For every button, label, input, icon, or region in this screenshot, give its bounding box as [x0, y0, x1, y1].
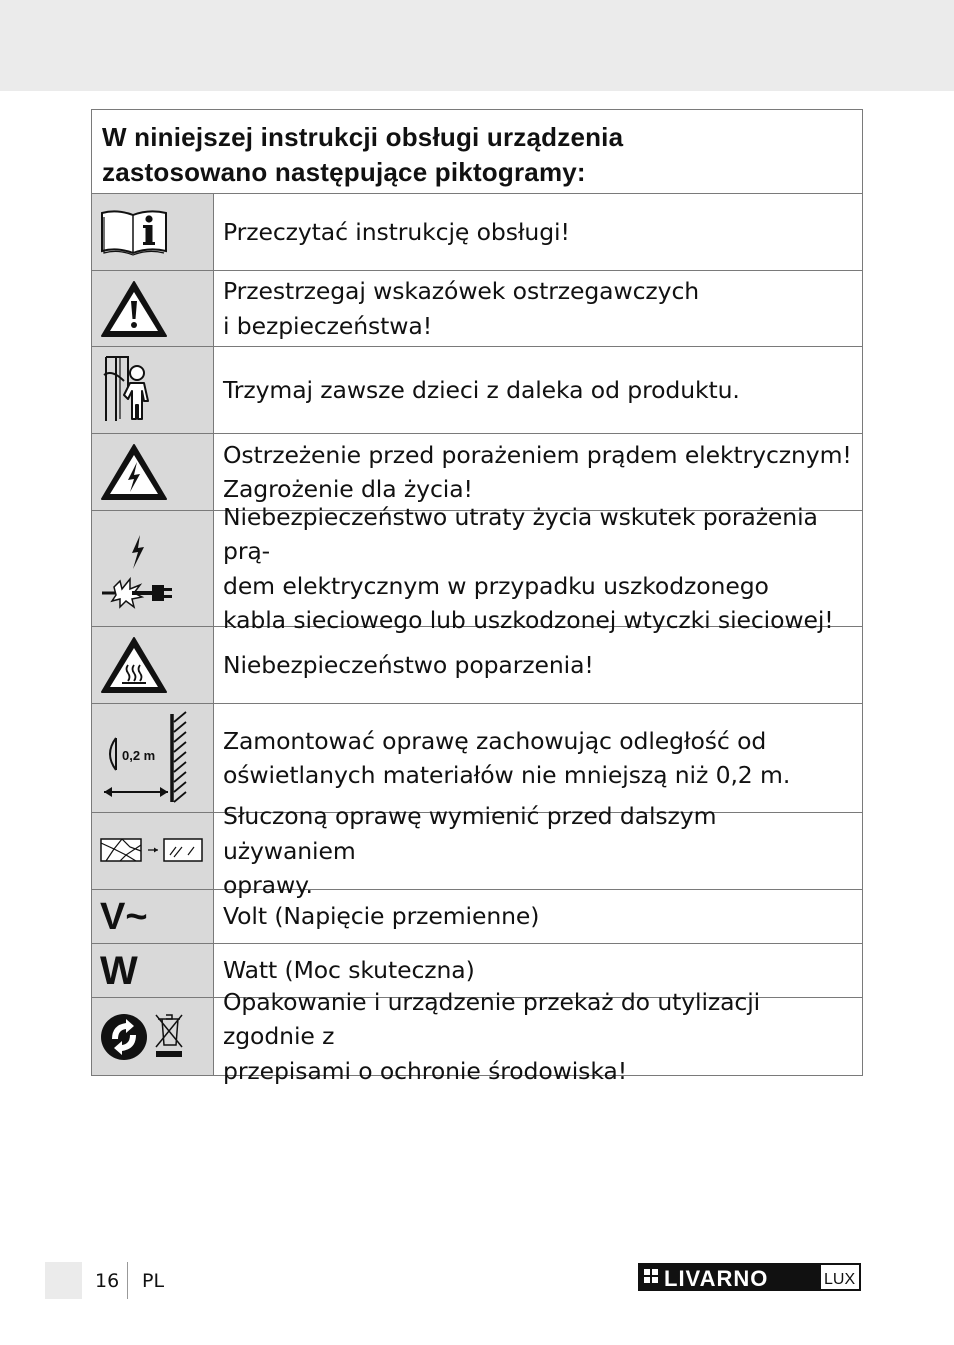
distance-label: 0,2 m	[122, 748, 156, 763]
row-description: Zamontować oprawę zachowując odległość od oświetlanych materiałów nie mniejszą niż 0,2 m.	[223, 726, 791, 789]
table-row	[92, 890, 862, 944]
row-text-cell	[214, 890, 862, 943]
table-row	[92, 987, 862, 1085]
row-description: Volt (Napięcie przemienne)	[223, 902, 540, 931]
table-row	[92, 347, 862, 434]
table-row	[92, 802, 862, 900]
language-code: PL	[142, 1270, 165, 1292]
watt-icon: W	[100, 948, 138, 993]
livarno-lux-logo	[638, 1263, 863, 1293]
volt-ac-icon: V~	[100, 895, 148, 938]
icon-cell	[92, 890, 214, 943]
footer-marker	[45, 1262, 82, 1299]
minimum-distance-icon	[100, 710, 192, 806]
table-row	[92, 271, 862, 347]
top-band	[0, 0, 954, 91]
damaged-cable-icon	[100, 529, 176, 609]
icon-cell	[92, 704, 214, 812]
row-text-cell	[214, 271, 862, 346]
row-text-cell	[214, 347, 862, 433]
recycling-disposal-icon	[100, 1011, 190, 1063]
icon-cell	[92, 813, 214, 889]
pictogram-table	[91, 109, 863, 1085]
keep-children-away-icon	[100, 355, 162, 425]
row-description: Niebezpieczeństwo poparzenia!	[223, 650, 594, 679]
row-description: Przestrzegaj wskazówek ostrzegawczych i bezpieczeństwa!	[223, 277, 700, 340]
row-description: Niebezpieczeństwo utraty życia wskutek porażenia prą- dem elektrycznym w przypadku uszkodzonego kabla sieciowego lub uszkodzonej wtyczki sieciowej!	[223, 502, 834, 634]
table-row	[92, 704, 862, 813]
read-manual-icon	[100, 207, 168, 257]
row-text-cell	[214, 502, 862, 634]
row-text-cell	[214, 987, 862, 1085]
electric-shock-warning-icon	[100, 442, 168, 502]
footer-divider	[127, 1262, 128, 1299]
row-text-cell	[214, 194, 862, 270]
warning-triangle-icon	[100, 279, 168, 339]
row-text-cell	[214, 802, 862, 900]
replace-broken-glass-icon	[100, 835, 204, 867]
row-description: Słuczoną oprawę wymienić przed dalszym używaniem oprawy.	[223, 802, 717, 900]
row-description: Przeczytać instrukcję obsługi!	[223, 217, 570, 246]
icon-cell	[92, 944, 214, 997]
row-description: Opakowanie i urządzenie przekaż do utylizacji zgodnie z przepisami o ochronie środowiska!	[223, 987, 761, 1085]
brand-name: LIVARNO	[664, 1266, 769, 1291]
table-header	[92, 110, 862, 194]
icon-cell	[92, 434, 214, 510]
icon-cell	[92, 194, 214, 270]
row-description: Ostrzeżenie przed porażeniem prądem elektrycznym! Zagrożenie dla życia!	[223, 440, 852, 503]
table-row	[92, 194, 862, 271]
icon-cell	[92, 511, 214, 626]
row-text-cell	[214, 627, 862, 703]
icon-cell	[92, 271, 214, 346]
hot-surface-warning-icon	[100, 635, 168, 695]
table-row	[92, 502, 862, 634]
icon-cell	[92, 998, 214, 1075]
table-row	[92, 627, 862, 704]
row-description: Trzymaj zawsze dzieci z daleka od produktu.	[223, 375, 740, 404]
icon-cell	[92, 627, 214, 703]
brand-suffix: LUX	[824, 1271, 856, 1288]
table-header-line2: zastosowano następujące piktogramy:	[102, 157, 586, 187]
page-number: 16	[95, 1270, 120, 1292]
icon-cell	[92, 347, 214, 433]
row-description: Watt (Moc skuteczna)	[223, 956, 475, 985]
row-text-cell	[214, 704, 862, 812]
table-header-line1: W niniejszej instrukcji obsługi urządzenia	[102, 122, 624, 152]
